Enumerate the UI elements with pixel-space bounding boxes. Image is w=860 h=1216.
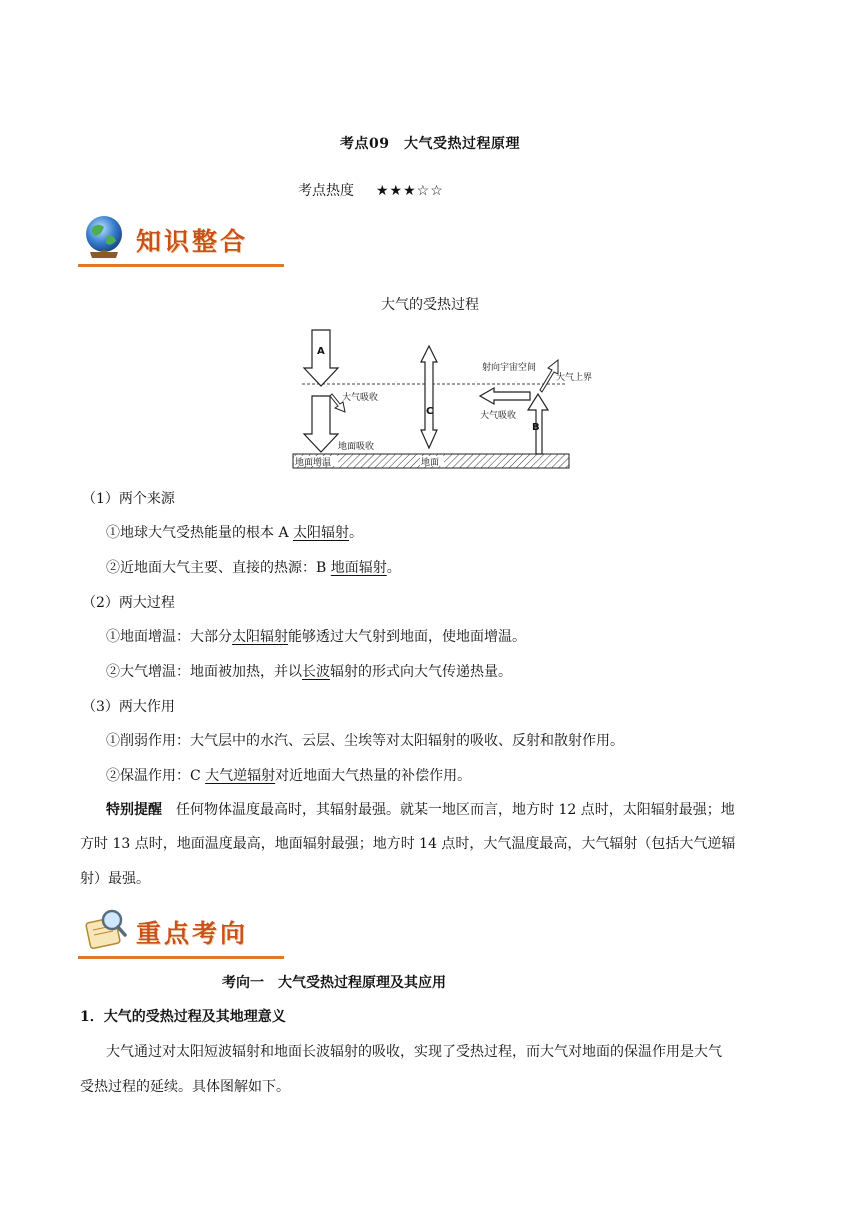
diagram-caption: 大气的受热过程	[381, 297, 479, 313]
atmosphere-absorb-arrow	[480, 388, 530, 404]
note-line1-text: 任何物体温度最高时，其辐射最强。就某一地区而言，地方时 12 点时，太阳辐射最强；地	[176, 802, 735, 818]
globe-icon	[82, 214, 128, 260]
ground-absorb-label: 地面吸收	[338, 442, 375, 452]
banner-underline	[78, 956, 284, 959]
atmospheric-counter-radiation-arrow-c	[421, 346, 437, 448]
solar-radiation-arrow-a	[304, 330, 338, 386]
s1-line2-pre: ②近地面大气主要、直接的热源：B	[106, 560, 331, 576]
absorb-left-label: 大气吸收	[342, 393, 379, 403]
s3-line2	[106, 765, 471, 787]
banner-title: 重点考向	[136, 919, 249, 948]
note-line2: 方时 13 点时，地面温度最高，地面辐射最强；地方时 14 点时，大气温度最高，大气辐射（包括大气逆辐	[80, 836, 736, 852]
upper-boundary-label: 大气上界	[556, 373, 593, 383]
s2-line2-pre: ②大气增温：地面被加热，并以	[106, 664, 302, 680]
s3-line1: ①削弱作用：大气层中的水汽、云层、尘埃等对太阳辐射的吸收、反射和散射作用。	[106, 733, 624, 749]
s1-heading: （1）两个来源	[82, 491, 175, 507]
s2-heading: （2）两大过程	[82, 595, 175, 611]
heat-rating	[298, 180, 444, 200]
absorb-right-label: 大气吸收	[480, 411, 517, 421]
label-a: A	[317, 346, 325, 357]
s1-line2	[106, 557, 401, 579]
s3-line2-underlined: 大气逆辐射	[205, 768, 276, 784]
note-label: 特别提醒	[106, 802, 162, 818]
heat-label: 考点热度	[298, 183, 354, 199]
s3-line2-pre: ②保温作用：C	[106, 768, 206, 784]
s2-line1-underlined: 太阳辐射	[232, 629, 288, 645]
s3-heading: （3）两大作用	[82, 699, 175, 715]
s1-line1	[106, 522, 363, 544]
s2-line2-underlined: 长波	[302, 664, 330, 680]
banner-underline	[78, 264, 284, 267]
knowledge-banner	[78, 214, 288, 270]
page-title: 考点09 大气受热过程原理	[340, 136, 520, 152]
heat-stars: ★★★☆☆	[376, 183, 444, 199]
section-title: 考向一 大气受热过程原理及其应用	[222, 975, 446, 991]
space-label: 射向宇宙空间	[482, 363, 537, 373]
s1-line2-underlined: 地面辐射	[330, 560, 387, 576]
body-line2: 受热过程的延续。具体图解如下。	[80, 1079, 290, 1095]
s2-line1-pre: ①地面增温：大部分	[106, 629, 232, 645]
label-b: B	[532, 422, 540, 433]
body-line1: 大气通过对太阳短波辐射和地面长波辐射的吸收，实现了受热过程，而大气对地面的保温作用是大气	[106, 1044, 722, 1060]
ground-label: 地面	[421, 458, 440, 468]
note-line3: 射）最强。	[80, 871, 150, 887]
s3-line2-post: 对近地面大气热量的补偿作用。	[275, 768, 472, 784]
magnifier-notepad-icon	[82, 906, 128, 952]
solar-to-ground-arrow	[304, 396, 338, 452]
s1-line1-post: 。	[349, 525, 364, 541]
ground-warm-label: 地面增温	[295, 458, 332, 468]
s2-line2-post: 辐射的形式向大气传递热量。	[330, 664, 512, 680]
s2-line2	[106, 661, 512, 683]
note-line1	[106, 799, 796, 821]
s2-line1	[106, 626, 526, 648]
subsection-heading: 1．大气的受热过程及其地理意义	[80, 1009, 286, 1025]
heating-process-diagram	[290, 326, 593, 472]
s1-line1-pre: ①地球大气受热能量的根本 A	[106, 525, 294, 541]
s1-line1-underlined: 太阳辐射	[293, 525, 350, 541]
s2-line1-post: 能够透过大气射到地面，使地面增温。	[288, 629, 526, 645]
key-direction-banner	[78, 906, 288, 962]
label-c: C	[426, 406, 434, 417]
s1-line2-post: 。	[386, 560, 401, 576]
banner-title: 知识整合	[136, 227, 249, 256]
